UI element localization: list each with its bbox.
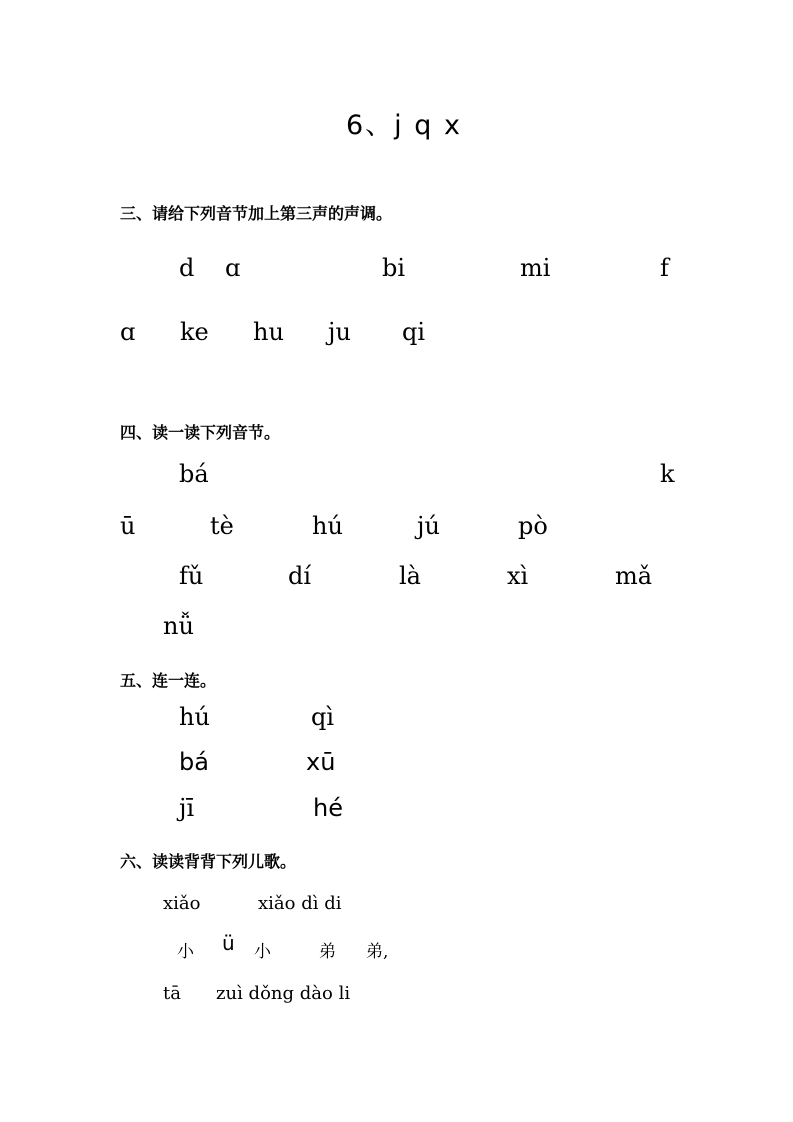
rhyme-hanzi: 小 bbox=[254, 942, 271, 962]
rhyme-hanzi: 弟 bbox=[319, 942, 336, 962]
section-6-heading: 六、读读背背下列儿歌。 bbox=[120, 852, 297, 871]
match-right-item: hé bbox=[313, 794, 343, 822]
syllable: fǔ bbox=[179, 562, 204, 590]
section-3-heading: 三、请给下列音节加上第三声的声调。 bbox=[120, 204, 393, 223]
syllable: mǎ bbox=[615, 562, 653, 590]
page-title: 6、j q x bbox=[346, 110, 462, 141]
match-right-item: xū bbox=[306, 748, 336, 776]
rhyme-pinyin: xiǎo bbox=[163, 893, 201, 914]
syllable: qi bbox=[402, 318, 426, 346]
syllable: bá bbox=[179, 460, 209, 488]
rhyme-hanzi: 小 bbox=[177, 942, 194, 962]
syllable: ke bbox=[180, 318, 209, 346]
match-left-item: hú bbox=[179, 703, 210, 731]
rhyme-pinyin: tā bbox=[163, 983, 181, 1004]
syllable: bi bbox=[382, 254, 406, 282]
syllable: ɑ bbox=[120, 318, 136, 346]
syllable: hu bbox=[253, 318, 284, 346]
syllable: d bbox=[179, 254, 195, 282]
section-4-heading: 四、读一读下列音节。 bbox=[120, 423, 281, 442]
syllable: ju bbox=[328, 318, 351, 346]
syllable: tè bbox=[210, 512, 234, 540]
match-left-item: jī bbox=[179, 794, 195, 822]
syllable: f bbox=[660, 254, 669, 282]
match-right-item: qì bbox=[311, 703, 335, 731]
syllable: k bbox=[660, 460, 675, 488]
syllable: dí bbox=[288, 562, 312, 590]
rhyme-hanzi: 弟, bbox=[366, 942, 389, 962]
syllable: xì bbox=[507, 562, 529, 590]
syllable: pò bbox=[518, 512, 548, 540]
section-5-heading: 五、连一连。 bbox=[120, 671, 217, 690]
syllable: mi bbox=[520, 254, 551, 282]
rhyme-pinyin: zuì dǒng dào li bbox=[216, 983, 351, 1004]
syllable: nǚ bbox=[163, 612, 194, 640]
rhyme-pinyin-inline: ü bbox=[222, 931, 235, 955]
syllable: hú bbox=[312, 512, 343, 540]
match-left-item: bá bbox=[179, 748, 209, 776]
syllable: ɑ bbox=[225, 254, 241, 282]
rhyme-pinyin: xiǎo dì di bbox=[258, 893, 342, 914]
syllable: là bbox=[399, 562, 421, 590]
syllable: ū bbox=[120, 512, 136, 540]
syllable: jú bbox=[417, 512, 440, 540]
